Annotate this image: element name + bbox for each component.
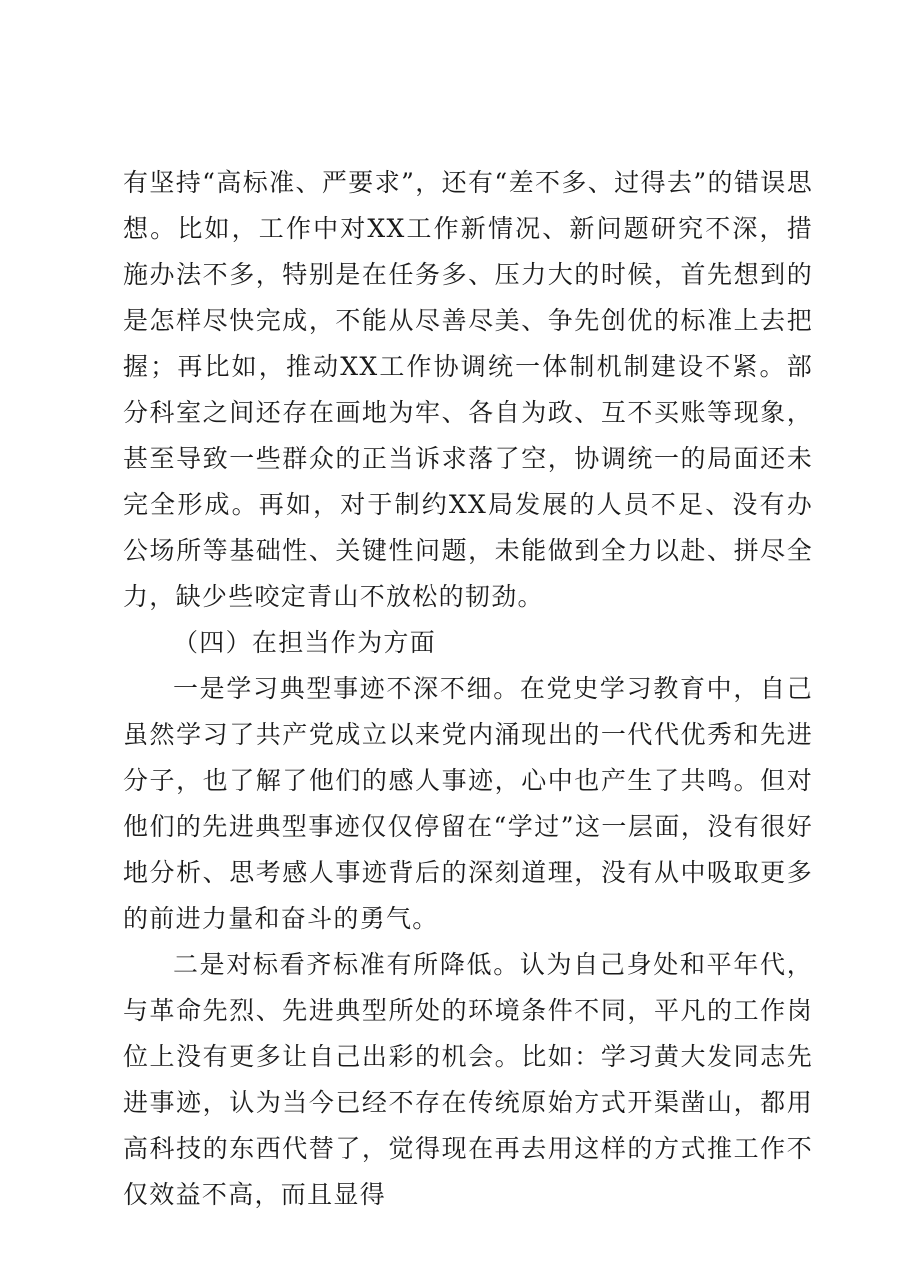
paragraph-continuation: 有坚持“高标准、严要求”，还有“差不多、过得去”的错误思想。比如，工作中对XX工作新情况、新问题研究不深，措施办法不多，特别是在任务多、压力大的时候，首先想到的是怎样尽快完成，不能从尽善尽美、争先创优的标准上去把握；再比如，推动XX工作协调统一体制机制建设不紧。部分科室之间还存在画地为牢、各自为政、互不买账等现象，甚至导致一些群众的正当诉求落了空，协调统一的局面还未完全形成。再如，对于制约XX局发展的人员不足、没有办公场所等基础性、关键性问题，未能做到全力以赴、拼尽全力，缺少些咬定青山不放松的韧劲。 [123, 168, 813, 611]
paragraph-benchmark-standards: 二是对标看齐标准有所降低。认为自己身处和平年代，与革命先烈、先进典型所处的环境条件不同，平凡的工作岗位上没有更多让自己出彩的机会。比如：学习黄大发同志先进事迹，认为当今已经不存在传统原始方式开渠凿山，都用高科技的东西代替了，觉得现在再去用这样的方式推工作不仅效益不高，而且显得 [123, 950, 813, 1209]
section-heading: （四）在担当作为方面 [173, 628, 437, 657]
paragraph-study-deeds: 一是学习典型事迹不深不细。在党史学习教育中，自己虽然学习了共产党成立以来党内涌现出的一代代优秀和先进分子，也了解了他们的感人事迹，心中也产生了共鸣。但对他们的先进典型事迹仅仅停留在“学过”这一层面，没有很好地分析、思考感人事迹背后的深刻道理，没有从中吸取更多的前进力量和奋斗的勇气。 [123, 674, 813, 933]
document-body [123, 160, 813, 1218]
